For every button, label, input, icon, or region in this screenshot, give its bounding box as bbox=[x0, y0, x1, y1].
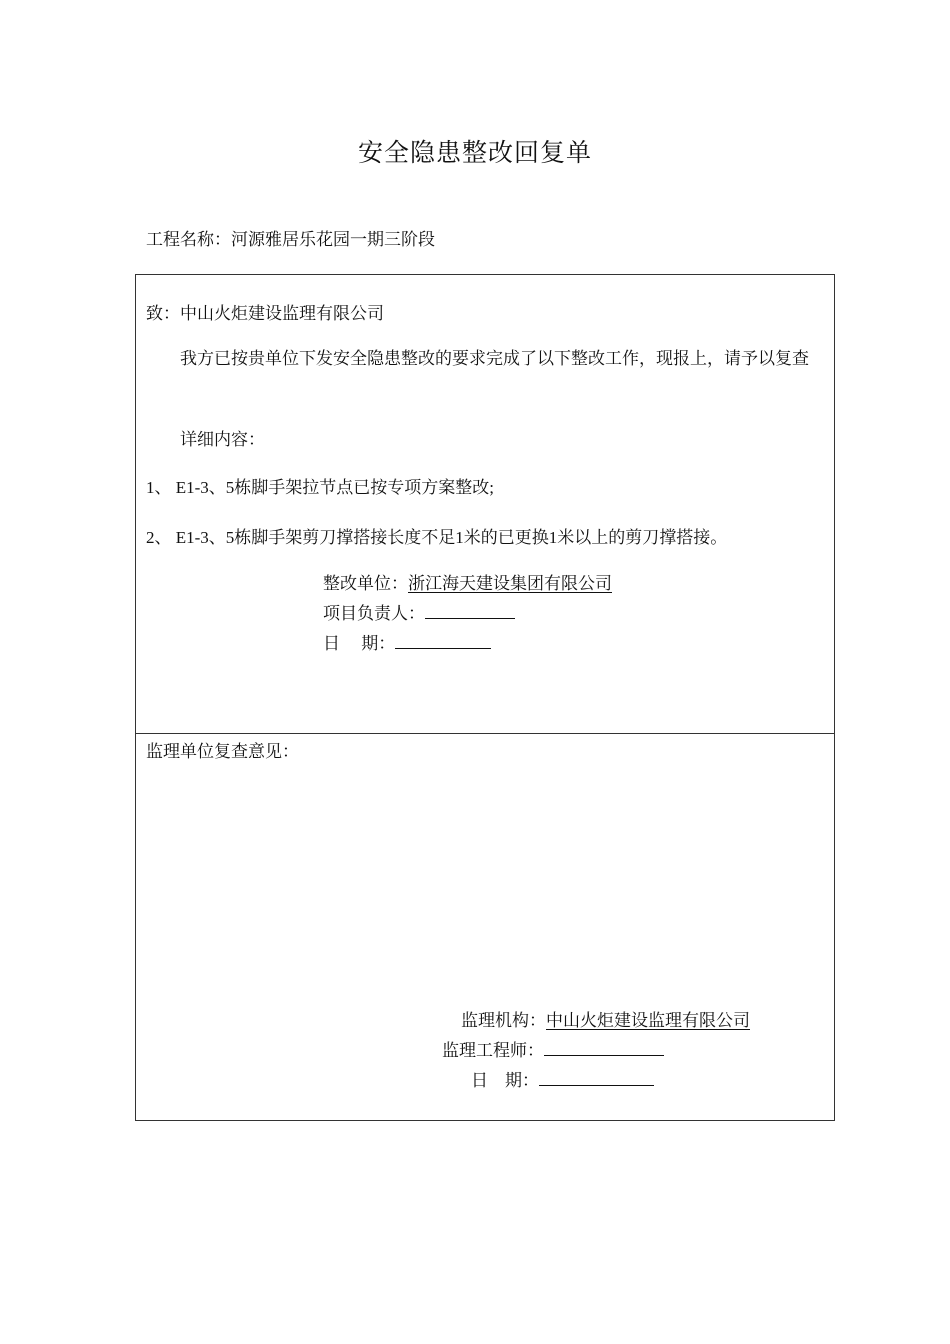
statement-paragraph: 我方已按贵单位下发安全隐患整改的要求完成了以下整改工作，现报上，请予以复查 bbox=[180, 349, 809, 368]
rectification-unit-line bbox=[323, 569, 612, 594]
project-name-line bbox=[146, 225, 435, 250]
project-manager-label: 项目负责人： bbox=[323, 604, 425, 623]
supervisor-org-line bbox=[461, 1006, 750, 1031]
detail-item-1: 1、 E1-3、5栋脚手架拉节点已按专项方案整改; bbox=[146, 478, 495, 497]
document-title: 安全隐患整改回复单 bbox=[357, 140, 592, 167]
supervisor-date-label: 日 期： bbox=[471, 1071, 539, 1090]
supervisor-engineer-signature-blank bbox=[544, 1038, 664, 1056]
addressee-label: 致： bbox=[146, 304, 180, 323]
reply-form-table bbox=[135, 274, 835, 1121]
supervisor-engineer-label: 监理工程师： bbox=[442, 1041, 544, 1060]
project-name-value: 河源雅居乐花园一期三阶段 bbox=[231, 230, 435, 249]
addressee-line bbox=[146, 299, 384, 324]
detail-item-2: 2、 E1-3、5栋脚手架剪刀撑搭接长度不足1米的已更换1米以上的剪刀撑搭接。 bbox=[146, 528, 728, 547]
contractor-date-label: 日 期： bbox=[323, 634, 396, 653]
rectification-unit-value: 浙江海天建设集团有限公司 bbox=[408, 574, 612, 593]
contractor-date-blank bbox=[395, 631, 491, 649]
details-label: 详细内容： bbox=[180, 430, 265, 449]
supervisor-org-label: 监理机构： bbox=[461, 1011, 546, 1030]
supervisor-section bbox=[136, 734, 834, 1120]
supervisor-date-blank bbox=[539, 1068, 654, 1086]
supervisor-org-value: 中山火炬建设监理有限公司 bbox=[546, 1011, 750, 1030]
supervisor-engineer-line bbox=[442, 1036, 664, 1061]
contractor-section bbox=[136, 275, 834, 734]
addressee-value: 中山火炬建设监理有限公司 bbox=[180, 304, 384, 323]
project-manager-line bbox=[323, 599, 515, 624]
rectification-unit-label: 整改单位： bbox=[323, 574, 408, 593]
project-name-label: 工程名称： bbox=[146, 230, 231, 249]
contractor-date-line bbox=[323, 629, 491, 654]
project-manager-signature-blank bbox=[425, 601, 515, 619]
supervisor-opinion-label: 监理单位复查意见： bbox=[146, 742, 299, 761]
supervisor-date-line bbox=[471, 1066, 654, 1091]
